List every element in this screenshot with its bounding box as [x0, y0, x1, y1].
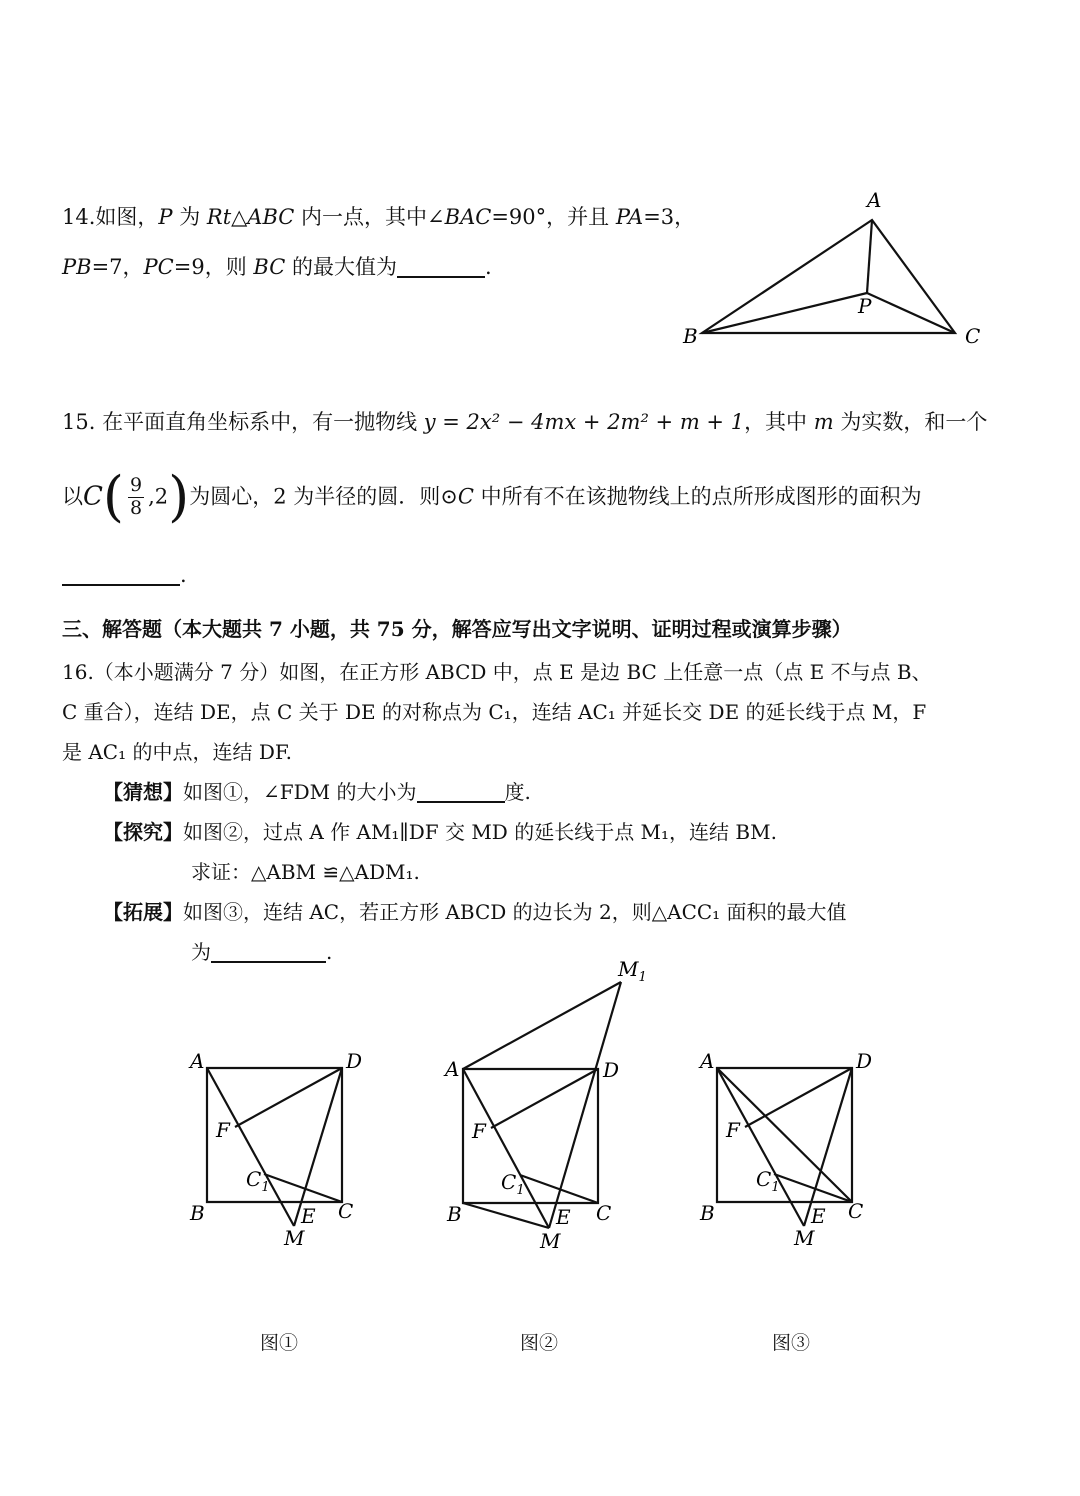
q15-coord-y: ,2: [148, 484, 169, 509]
q15-frac-num: 9: [129, 473, 143, 496]
q16-line1: 16.（本小题满分 7 分）如图，在正方形 ABCD 中，点 E 是边 BC 上任意一点（点 E 不与点 B、: [62, 660, 932, 684]
q14-text: =3，: [643, 205, 696, 229]
fig2-label-b: B: [447, 1202, 462, 1226]
fig3-label-a: A: [700, 1049, 715, 1073]
q15-text: 中所有不在该抛物线上的点所形成图形的面积为: [473, 484, 922, 509]
fig2-label-c1: $C_1$: [501, 1170, 525, 1198]
q14-text: =90°，并且: [491, 205, 616, 229]
explore-tag: 【探究】: [103, 820, 183, 844]
fig3-label-f: F: [726, 1118, 740, 1142]
fig1-caption: 图①: [260, 1332, 299, 1354]
guess-text: 如图①，∠FDM 的大小为: [183, 780, 417, 804]
q14-segment-pb: [702, 293, 867, 333]
fig2-label-e: E: [556, 1205, 571, 1229]
extend-tag: 【拓展】: [103, 900, 183, 924]
q16-explore: [103, 820, 777, 844]
guess-answer-blank[interactable]: [417, 781, 505, 803]
q15-line2: [62, 465, 922, 528]
q15-var-m: m: [813, 410, 834, 434]
fig2-line-c1c: [520, 1175, 598, 1203]
fig2-line-am1: [463, 982, 621, 1069]
fig2-label-f: F: [472, 1119, 486, 1143]
extend-end: .: [326, 940, 333, 964]
q16-prove: 求证：△ABM ≌△ADM₁.: [191, 860, 420, 884]
q14-segment-pc: [867, 293, 955, 333]
fig3-label-e: E: [811, 1204, 826, 1228]
q14-label-c: C: [965, 324, 981, 348]
q14-figure: [670, 180, 990, 360]
q15-left-paren: (: [102, 465, 124, 528]
fig2-caption: 图②: [520, 1332, 559, 1354]
fig3-label-d: D: [856, 1049, 873, 1073]
fig3-label-b: B: [700, 1201, 715, 1225]
fig3-label-c: C: [848, 1199, 864, 1223]
fig2-line-bm: [463, 1203, 549, 1228]
fig3-caption: 图③: [772, 1332, 811, 1354]
q15-text: .: [180, 563, 187, 587]
q16-guess: [103, 780, 531, 804]
guess-end: 度.: [504, 780, 531, 804]
q16-extend: [103, 900, 847, 924]
q14-answer-blank[interactable]: [397, 255, 485, 278]
q14-line1: [62, 205, 695, 230]
explore-text: 如图②，过点 A 作 AM₁∥DF 交 MD 的延长线于点 M₁，连结 BM.: [183, 820, 777, 844]
q15-line3: [62, 563, 187, 588]
fig1-label-b: B: [190, 1201, 205, 1225]
q14-pc: PC: [143, 255, 174, 279]
q15-text: 为实数，和一个: [833, 410, 988, 434]
fig1-label-a: A: [190, 1049, 205, 1073]
section3-heading: 三、解答题（本大题共 7 小题，共 75 分，解答应写出文字说明、证明过程或演算步骤）: [62, 617, 852, 641]
q15-equation: y = 2x² − 4mx + 2m² + m + 1: [423, 410, 745, 434]
q14-text: 内一点，其中∠: [294, 205, 445, 229]
fig2-label-m1: $M_1$: [618, 958, 647, 985]
q15-point-c: C: [83, 481, 103, 512]
q14-label-p: P: [858, 294, 872, 318]
q14-text: 14.如图，: [62, 205, 159, 229]
extend-text: 如图③，连结 AC，若正方形 ABCD 的边长为 2，则△ACC₁ 面积的最大值: [183, 900, 847, 924]
figure-2: [435, 958, 655, 1258]
fig1-label-f: F: [216, 1118, 230, 1142]
q14-pa: PA: [615, 205, 644, 229]
q14-text: 为: [172, 205, 207, 229]
q14-var-p: P: [158, 205, 173, 229]
figure-3: [690, 1040, 890, 1260]
q14-triangle: Rt△ABC: [206, 205, 295, 229]
q16-line3: 是 AC₁ 的中点，连结 DF.: [62, 740, 292, 764]
fig1-label-m: M: [284, 1226, 305, 1250]
q14-text: =9，则: [173, 255, 254, 279]
q16-line2: C 重合），连结 DE，点 C 关于 DE 的对称点为 C₁，连结 AC₁ 并延长交 DE 的延长线于点 M，F: [62, 700, 927, 724]
q14-label-b: B: [683, 324, 698, 348]
q15-frac-den: 8: [129, 496, 143, 519]
q15-circle-c: ⊙C: [440, 484, 474, 509]
q14-text: .: [484, 255, 492, 279]
q15-text: ，其中: [744, 410, 814, 434]
extend-answer-blank[interactable]: [211, 941, 326, 963]
q14-text: =7，: [91, 255, 144, 279]
figure-1: [180, 1040, 380, 1260]
fig2-label-c: C: [596, 1201, 612, 1225]
fig2-label-a: A: [445, 1057, 460, 1081]
fig2-line-m1m: [549, 982, 621, 1228]
fig2-line-am: [463, 1069, 549, 1228]
q15-fraction: [128, 475, 144, 520]
q15-line1: [62, 410, 987, 435]
fig1-label-d: D: [346, 1049, 363, 1073]
fig2-label-d: D: [603, 1058, 620, 1082]
guess-tag: 【猜想】: [103, 780, 183, 804]
q16-extend-line2: [191, 940, 332, 964]
fig1-label-c1: $C_1$: [246, 1167, 270, 1195]
q15-right-paren: ): [168, 465, 190, 528]
q15-text: 以: [62, 484, 83, 509]
fig1-label-c: C: [338, 1199, 354, 1223]
q14-angle: BAC: [444, 205, 492, 229]
q14-label-a: A: [867, 188, 882, 212]
fig3-label-c1: $C_1$: [756, 1167, 780, 1195]
fig1-label-e: E: [301, 1204, 316, 1228]
q15-text: 15. 在平面直角坐标系中，有一抛物线: [62, 410, 424, 434]
fig3-label-m: M: [794, 1226, 815, 1250]
q15-answer-blank[interactable]: [62, 563, 180, 586]
fig2-label-m: M: [540, 1229, 561, 1253]
q14-line2: [62, 255, 492, 280]
q14-bc: BC: [253, 255, 286, 279]
q14-segment-pa: [867, 220, 872, 293]
extend-text: 为: [191, 940, 211, 964]
q14-pb: PB: [62, 255, 92, 279]
q15-text: 为圆心，2 为半径的圆．则: [189, 484, 441, 509]
q14-text: 的最大值为: [285, 255, 397, 279]
